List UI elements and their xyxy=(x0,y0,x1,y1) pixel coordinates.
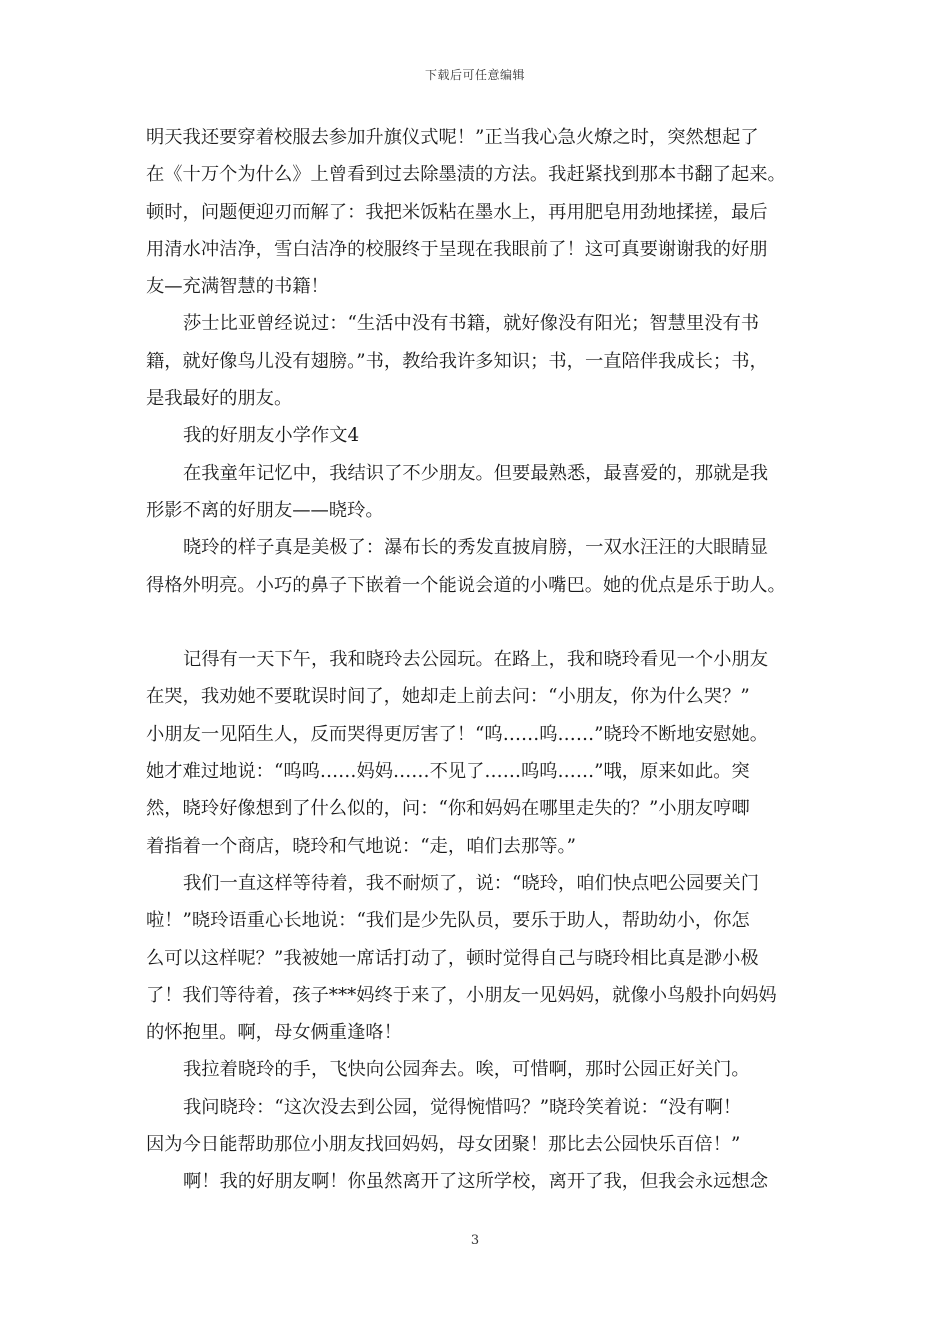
text-line: 莎士比亚曾经说过：“生活中没有书籍，就好像没有阳光；智慧里没有书 xyxy=(183,313,760,335)
text-line: 了！我们等待着，孩子***妈终于来了，小朋友一见妈妈，就像小鸟般扑向妈妈 xyxy=(146,984,777,1006)
text-line: 然，晓玲好像想到了什么似的，问：“你和妈妈在哪里走失的？”小朋友哼唧 xyxy=(146,798,750,820)
text-line: 得格外明亮。小巧的鼻子下嵌着一个能说会道的小嘴巴。她的优点是乐于助人。 xyxy=(146,574,786,596)
text-line: 是我最好的朋友。 xyxy=(146,388,293,410)
text-line: 我问晓玲：“这次没去到公园，觉得惋惜吗？”晓玲笑着说：“没有啊！ xyxy=(183,1096,742,1118)
text-line: 在《十万个为什么》上曾看到过去除墨渍的方法。我赶紧找到那本书翻了起来。 xyxy=(146,164,786,186)
text-line: 小朋友一见陌生人，反而哭得更厉害了！“呜……呜……”晓玲不断地安慰她。 xyxy=(146,723,768,745)
text-line: 着指着一个商店，晓玲和气地说：“走，咱们去那等。” xyxy=(146,835,577,857)
text-line: 明天我还要穿着校服去参加升旗仪式呢！”正当我心急火燎之时，突然想起了 xyxy=(146,127,759,148)
text-line: 记得有一天下午，我和晓玲去公园玩。在路上，我和晓玲看见一个小朋友 xyxy=(183,649,768,671)
text-line: 的怀抱里。啊，母女俩重逢咯！ xyxy=(146,1022,402,1044)
text-line: 因为今日能帮助那位小朋友找回妈妈，母女团聚！那比去公园快乐百倍！” xyxy=(146,1134,741,1156)
text-line: 她才难过地说：“呜呜……妈妈……不见了……呜呜……”哦，原来如此。突 xyxy=(146,761,750,783)
text-line: 友—充满智慧的书籍！ xyxy=(146,276,329,298)
text-line: 我拉着晓玲的手，飞快向公园奔去。唉，可惜啊，那时公园正好关门。 xyxy=(183,1059,750,1081)
paragraph-gap xyxy=(146,604,822,641)
page-number: 3 xyxy=(470,1233,480,1248)
text-line: 啦！”晓玲语重心长地说：“我们是少先队员，要乐于助人，帮助幼小，你怎 xyxy=(146,910,750,932)
text-line: 么可以这样呢？”我被她一席话打动了，顿时觉得自己与晓玲相比真是渺小极 xyxy=(146,947,759,969)
text-line: 用清水冲洁净，雪白洁净的校服终于呈现在我眼前了！这可真要谢谢我的好朋 xyxy=(146,238,768,260)
text-line: 形影不离的好朋友——晓玲。 xyxy=(146,499,384,521)
text-line: 在哭，我劝她不要耽误时间了，她却走上前去问：“小朋友，你为什么哭？” xyxy=(146,686,750,708)
section-title: 我的好朋友小学作文4 xyxy=(183,425,360,447)
text-line: 我们一直这样等待着，我不耐烦了，说：“晓玲，咱们快点吧公园要关门 xyxy=(183,872,760,894)
text-line: 在我童年记忆中，我结识了不少朋友。但要最熟悉，最喜爱的，那就是我 xyxy=(183,462,768,484)
page-header: 下载后可任意编辑 xyxy=(424,68,525,82)
text-line: 籍，就好像鸟儿没有翅膀。”书，教给我许多知识；书，一直陪伴我成长；书， xyxy=(146,350,768,372)
text-line: 晓玲的样子真是美极了：瀑布长的秀发直披肩膀，一双水汪汪的大眼睛显 xyxy=(183,537,768,559)
text-line: 啊！我的好朋友啊！你虽然离开了这所学校，离开了我，但我会永远想念 xyxy=(183,1171,768,1193)
text-line: 顿时，问题便迎刃而解了：我把米饭粘在墨水上，再用肥皂用劲地揉搓，最后 xyxy=(146,201,768,223)
document-body xyxy=(146,119,822,1201)
